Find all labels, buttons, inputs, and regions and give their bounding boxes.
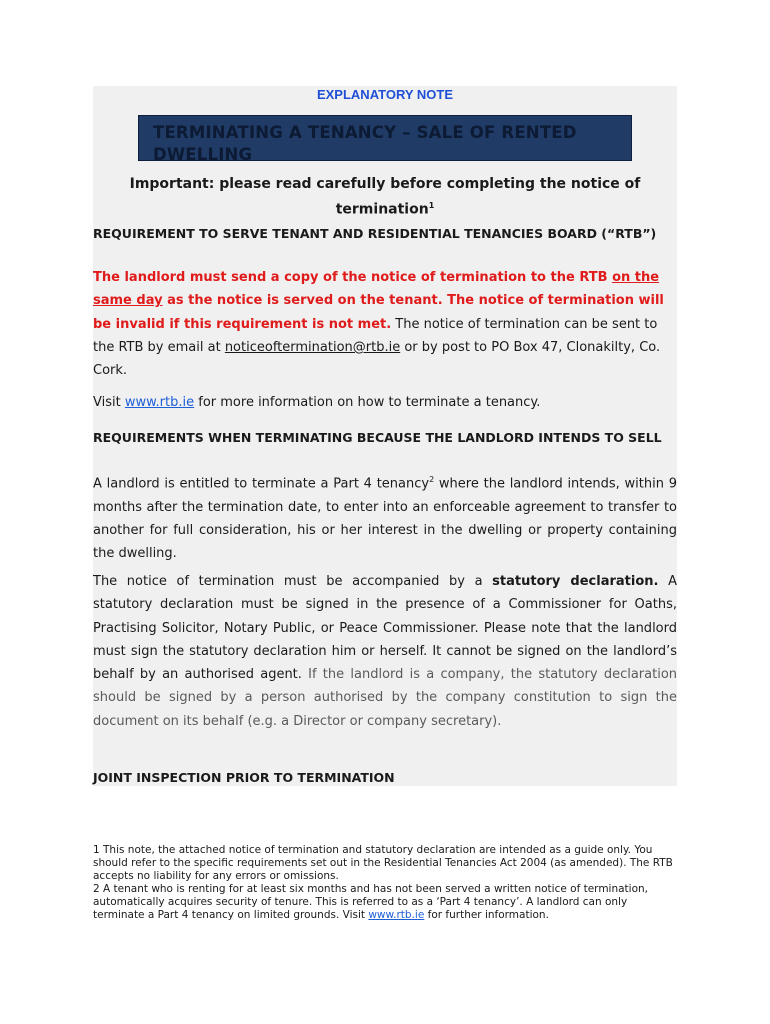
statutory-declaration-paragraph xyxy=(93,570,677,733)
red-warning-part1: The landlord must send a copy of the notice of termination to the RTB xyxy=(93,270,613,285)
footnote-ref-2[interactable]: 2 xyxy=(429,475,435,484)
important-text: Important: please read carefully before completing the notice of termination xyxy=(129,176,641,218)
section-heading-rtb: REQUIREMENT TO SERVE TENANT AND RESIDENTIAL TENANCIES BOARD (“RTB”) xyxy=(93,226,657,241)
explanatory-note-label: EXPLANATORY NOTE xyxy=(316,87,454,102)
rtb-text-part1: The notice of termination can be sent to the RTB by email at xyxy=(93,316,658,355)
section-heading-sell: REQUIREMENTS WHEN TERMINATING BECAUSE THE LANDLORD INTENDS TO SELL xyxy=(93,430,662,445)
sd-bold: statutory declaration. xyxy=(492,574,659,589)
sd-company-text: If the landlord is a company, the statutory declaration should be signed by a person authorised by the company constitution to sign the document on its behalf (e.g. a Director or company secretary). xyxy=(93,667,678,729)
red-warning-same-day: on the same day xyxy=(93,270,660,309)
footnote-ref-1[interactable]: 1 xyxy=(428,201,435,210)
visit-paragraph xyxy=(93,391,677,414)
sd-text-a: The notice of termination must be accompanied by a xyxy=(93,574,493,589)
footnote-2-text-b: for further information. xyxy=(424,909,549,921)
rtb-email-link[interactable]: noticeoftermination@rtb.ie xyxy=(224,339,401,355)
part4-text-b: where the landlord intends, within 9 months after the termination date, to enter into an enforceable agreement to transfer to another for full consideration, his or her interest in the dwelling or property containing the dwelling. xyxy=(93,476,677,562)
rtb-text-part2: or by post to PO Box 47, Clonakilty, Co. Cork. xyxy=(93,339,661,379)
footnote-rtb-link[interactable]: www.rtb.ie xyxy=(368,909,425,921)
part4-paragraph xyxy=(93,468,677,566)
important-notice xyxy=(93,174,677,221)
visit-text-1: Visit xyxy=(93,395,125,410)
footnote-2 xyxy=(93,883,677,922)
footnote-2-text-a: 2 A tenant who is renting for at least six months and has not been served a written notice of termination, automatically acquires security of tenure. This is referred to as a ‘Part 4 tenancy’. A landlord can only terminate a Part 4 tenancy on limited grounds. Visit xyxy=(93,883,649,921)
title-banner xyxy=(138,115,632,161)
rtb-website-link[interactable]: www.rtb.ie xyxy=(124,395,195,410)
section-heading-inspection: JOINT INSPECTION PRIOR TO TERMINATION xyxy=(93,770,395,785)
document-title: TERMINATING A TENANCY – SALE OF RENTED DWELLING xyxy=(153,123,577,161)
sd-text-b: A statutory declaration must be signed in the presence of a Commissioner for Oaths, Practising Solicitor, Notary Public, or Peace Commissioner. Please note that the landlord must sign the statutory declaration him or herself. It cannot be signed on the landlord’s behalf by an authorised agent. xyxy=(93,574,677,683)
rtb-requirement-paragraph xyxy=(93,266,677,382)
footnote-1: 1 This note, the attached notice of termination and statutory declaration are intended as a guide only. You should refer to the specific requirements set out in the Residential Tenancies Act 2004 (as amended). The RTB accepts no liability for any errors or omissions. xyxy=(93,844,673,882)
footnotes xyxy=(93,844,677,922)
visit-text-2: for more information on how to terminate a tenancy. xyxy=(194,395,541,410)
part4-text-a: A landlord is entitled to terminate a Part 4 tenancy xyxy=(93,476,430,492)
red-warning-part2: as the notice is served on the tenant. The notice of termination will be invalid if this requirement is not met. xyxy=(93,293,664,332)
